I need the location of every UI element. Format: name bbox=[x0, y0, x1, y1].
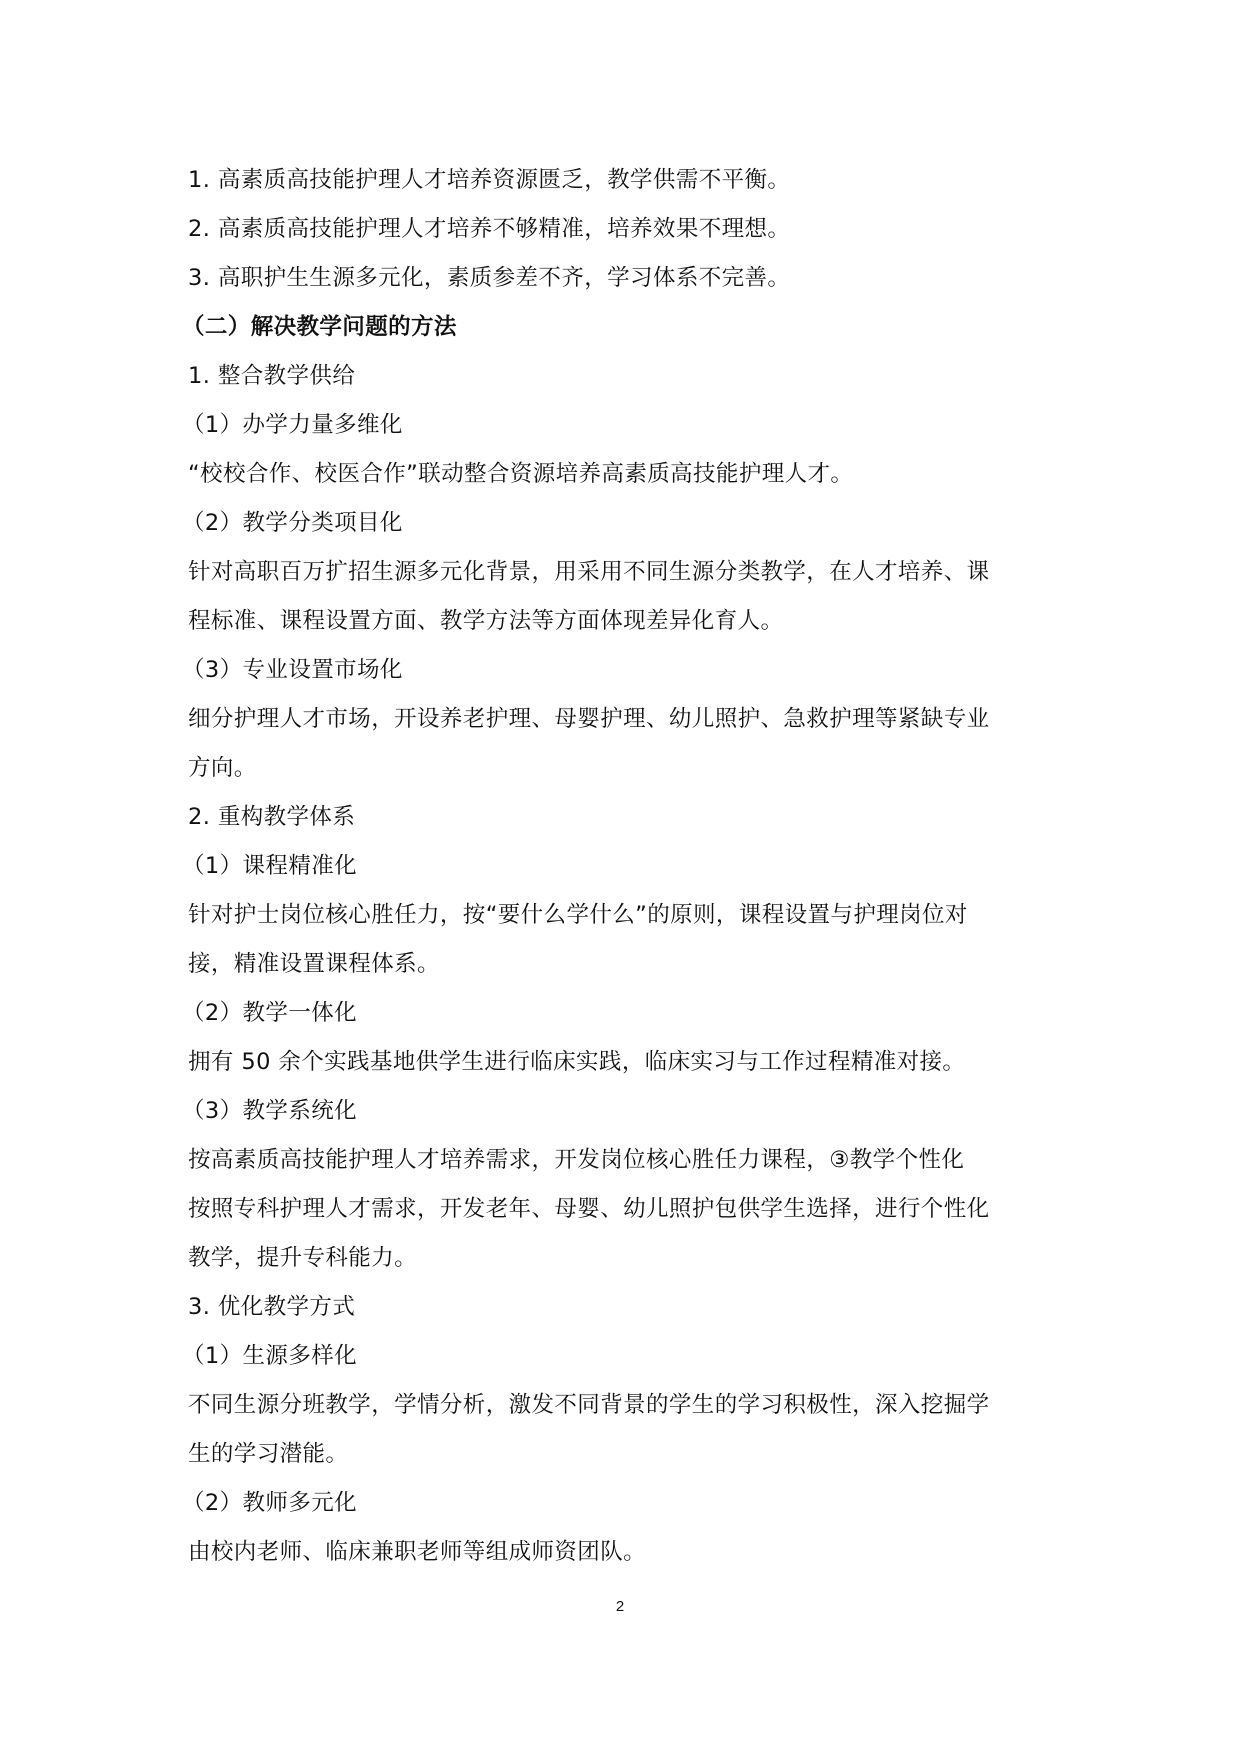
text-line: 细分护理人才市场，开设养老护理、母婴护理、幼儿照护、急救护理等紧缺专业 bbox=[188, 706, 990, 732]
text-line: （1）办学力量多维化 bbox=[182, 412, 403, 438]
text-line: 接，精准设置课程体系。 bbox=[188, 951, 440, 977]
text-line: （2）教学分类项目化 bbox=[182, 510, 403, 536]
text-line: 3. 高职护生生源多元化，素质参差不齐，学习体系不完善。 bbox=[188, 265, 791, 291]
section-heading: （二）解决教学问题的方法 bbox=[182, 314, 457, 340]
text-line: 拥有 50 余个实践基地供学生进行临床实践，临床实习与工作过程精准对接。 bbox=[188, 1049, 966, 1075]
text-line: （1）课程精准化 bbox=[182, 853, 358, 879]
text-line: （1）生源多样化 bbox=[182, 1343, 358, 1369]
text-line: 1. 整合教学供给 bbox=[188, 363, 356, 389]
text-line: （3）专业设置市场化 bbox=[182, 657, 403, 683]
text-line: 方向。 bbox=[188, 755, 257, 781]
text-line: 针对高职百万扩招生源多元化背景，用采用不同生源分类教学，在人才培养、课 bbox=[188, 559, 990, 585]
document-body bbox=[182, 156, 1058, 1577]
text-line: 生的学习潜能。 bbox=[188, 1441, 349, 1467]
text-line: （2）教学一体化 bbox=[182, 1000, 358, 1026]
text-line: 教学，提升专科能力。 bbox=[188, 1245, 418, 1271]
text-line: “校校合作、校医合作”联动整合资源培养高素质高技能护理人才。 bbox=[188, 461, 854, 487]
text-line: 1. 高素质高技能护理人才培养资源匮乏，教学供需不平衡。 bbox=[188, 167, 791, 193]
text-line: （3）教学系统化 bbox=[182, 1098, 358, 1124]
text-line: 程标准、课程设置方面、教学方法等方面体现差异化育人。 bbox=[188, 608, 784, 634]
text-line: 按照专科护理人才需求，开发老年、母婴、幼儿照护包供学生选择，进行个性化 bbox=[188, 1196, 990, 1222]
page-number: 2 bbox=[615, 1598, 625, 1615]
text-line: 不同生源分班教学，学情分析，激发不同背景的学生的学习积极性，深入挖掘学 bbox=[188, 1392, 990, 1418]
text-line: 由校内老师、临床兼职老师等组成师资团队。 bbox=[188, 1539, 647, 1565]
text-line: 按高素质高技能护理人才培养需求，开发岗位核心胜任力课程，③教学个性化 bbox=[188, 1147, 965, 1173]
text-line: 针对护士岗位核心胜任力，按“要什么学什么”的原则，课程设置与护理岗位对 bbox=[188, 902, 968, 928]
text-line: 2. 重构教学体系 bbox=[188, 804, 356, 830]
text-line: 3. 优化教学方式 bbox=[188, 1294, 356, 1320]
text-line: 2. 高素质高技能护理人才培养不够精准，培养效果不理想。 bbox=[188, 216, 791, 242]
text-line: （2）教师多元化 bbox=[182, 1490, 358, 1516]
